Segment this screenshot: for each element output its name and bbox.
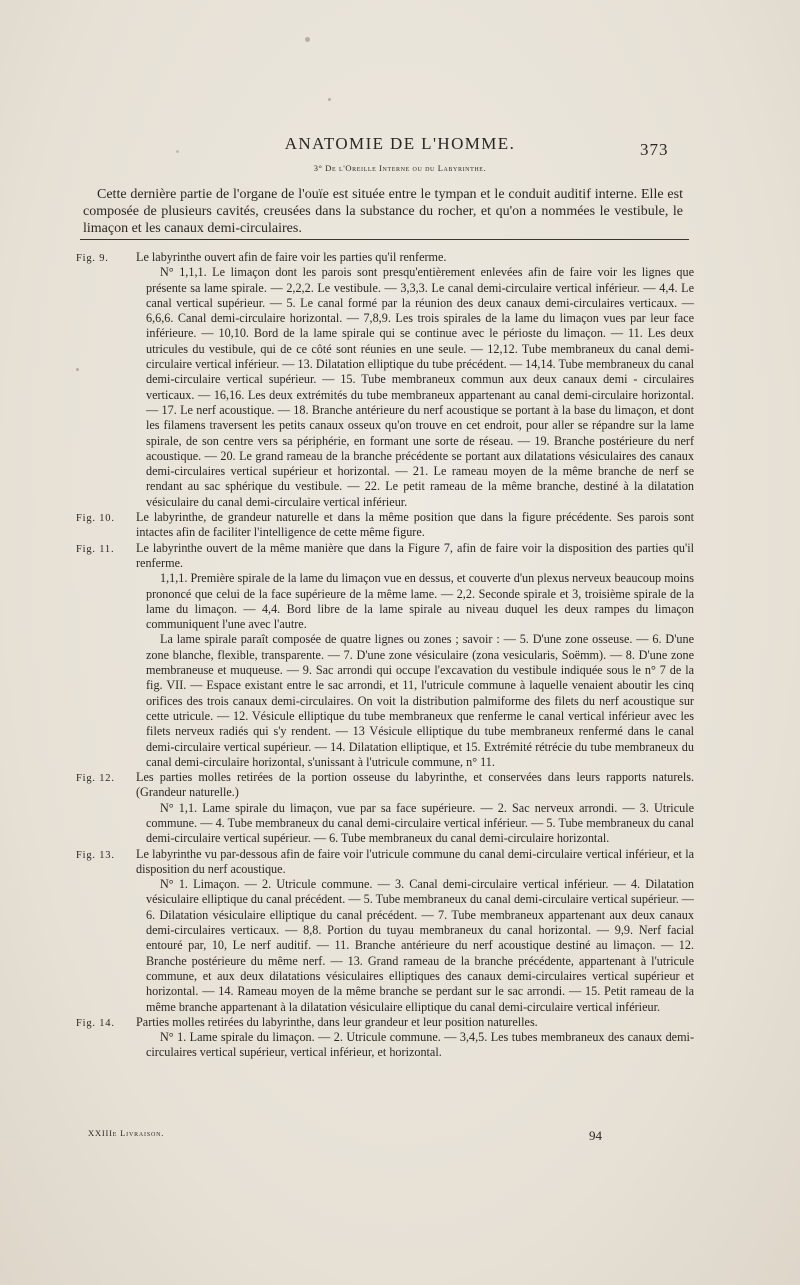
figure-caption: Le labyrinthe ouvert afin de faire voir les parties qu'il renferme. [136, 250, 447, 264]
ink-spot [305, 37, 310, 42]
figure-legend: N° 1,1. Lame spirale du limaçon, vue par sa face supérieure. — 2. Sac nerveux arrondi. — 3. Utricule commune. — 4. Tube membraneux du canal demi-circulaire vertical inférieur. — 5. Tube membraneux du canal demi-circulaire vertical supérieur. — 6. Tube membraneux du canal demi-circulaire horizontal. [146, 800, 694, 846]
sheet-signature: 94 [589, 1128, 602, 1143]
figure-caption: Le labyrinthe vu par-dessous afin de faire voir l'utricule commune du canal demi-circulaire vertical inférieur, et la disposition du nerf acoustique. [136, 846, 694, 876]
figure-legend-continued: La lame spirale paraît composée de quatre lignes ou zones ; savoir : — 5. D'une zone osseuse. — 6. D'une zone blanche, flexible, transparente. — 7. D'une zone vésiculaire (zona vesicularis, Soëmm). — 8. D'une zone membraneuse et muqueuse. — 9. Sac arrondi qui occupe l'excavation du vestibule indiquée sous le n° 7 de la fig. VII. — Espace existant entre le sac arrondi, et 11, l'utricule commune à laquelle venaient aboutir les cinq orifices des trois canaux demi-circulaires. On voit la distribution palmiforme des filets du nerf acoustique sur cette utricule. — 12. Vésicule elliptique du tube membraneux que renferme le canal vertical inférieur avec les filets nerveux radiés qui s'y rendent. — 13 Vésicule elliptique du tube membraneux renfermé dans le canal demi-circulaire vertical supérieur. — 14. Dilatation elliptique, et 15. Extrémité rétrécie du tube membraneux du canal demi-circulaire horizontal, s'unissant à l'utricule commune, n° 11. [146, 632, 694, 769]
intro-text: Cette dernière partie de l'organe de l'ouïe est située entre le tympan et le conduit auditif interne. Elle est composée de plusieurs cavités, creusées dans la substance du rocher, et qu'on a nommées le vestibule, le limaçon et les canaux demi-circulaires. [83, 187, 683, 236]
figure-legend: 1,1,1. Première spirale de la lame du limaçon vue en dessus, et couverte d'un plexus nerveux beaucoup moins prononcé que celui de la face supérieure de la même lame. — 2,2. Seconde spirale et 3, troisième spirale de la lame du limaçon. — 4,4. Bord libre de la lame spirale au niveau duquel les deux rampes du limaçon communiquent l'une avec l'autre. [146, 571, 694, 632]
figure-legend: N° 1,1,1. Le limaçon dont les parois sont presqu'entièrement enlevées afin de faire voir les lignes que présente sa lame spirale. — 2,2,2. Le vestibule. — 3,3,3. Le canal demi-circulaire vertical inférieur. — 4,4. Le canal vertical supérieur. — 5. Le canal formé par la réunion des deux canaux demi-circulaires verticaux. — 6,6,6. Canal demi-circulaire horizontal. — 7,8,9. Les trois spirales de la lame du limaçon vues par leur face inférieure. — 10,10. Bord de la lame spirale qui se continue avec le périoste du limaçon. — 11. Les deux utricules du vestibule, qui de ce côté sont réunies en une seule. — 12,12. Tube membraneux du canal demi-circulaire vertical inférieur. — 13. Dilatation elliptique du tube précédent. — 14,14. Tube membraneux du canal demi-circulaire vertical supérieur. — 15. Tube membraneux commun aux deux canaux demi - circulaires verticaux. — 16,16. Les deux extrémités du tube membraneux appartenant au canal demi-circulaire horizontal. — 17. Le nerf acoustique. — 18. Branche antérieure du nerf acoustique se portant à la base du limaçon, et dont les filamens traversent les petits canaux osseux qu'on trouve en cet endroit, pour aller se répandre sur la lame spirale, de son centre vers sa périphérie, en formant une sorte de réseau. — 19. Branche postérieure du nerf acoustique. — 20. Le grand rameau de la branche précédente se portant aux dilatations vésiculaires des canaux demi-circulaires vertical supérieur et horizontal. — 21. Le rameau moyen de la même branche de nerf se rendant au sac sphérique du vestibule. — 22. Le petit rameau de la même branche, destiné à la dilatation vésiculaire du canal demi-circulaire vertical inférieur. [146, 265, 694, 509]
figure-body [136, 1014, 694, 1061]
figure-label: Fig. 14. [76, 1017, 115, 1029]
figure-entry [76, 250, 694, 510]
figure-body [136, 510, 694, 541]
figure-body [136, 770, 694, 846]
figure-caption: Le labyrinthe, de grandeur naturelle et dans la même position que dans la figure précédente. Ses parois sont intactes afin de faciliter l'intelligence de cette même figure. [136, 510, 694, 540]
figure-label: Fig. 12. [76, 773, 115, 785]
figure-legend: N° 1. Limaçon. — 2. Utricule commune. — 3. Canal demi-circulaire vertical inférieur. — 4. Dilatation vésiculaire elliptique du canal précédent. — 5. Tube membraneux du canal demi-circulaire vertical supérieur. — 6. Dilatation vésiculaire elliptique du canal précédent. — 7. Tube membraneux appartenant aux deux canaux demi-circulaires verticaux. — 8,8. Portion du tuyau membraneux du canal horizontal. — 9,9. Nerf facial entouré par, 10, Le nerf auditif. — 11. Branche antérieure du nerf acoustique destiné au limaçon. — 12. Branche postérieure du même nerf. — 13. Grand rameau de la branche précédente, appartenant à l'utricule commune, et aux deux dilatations vésiculaires elliptiques des canaux demi-circulaires vertical supérieur et horizontal. — 14. Rameau moyen de la même branche se perdant sur le sac arrondi. — 15. Petit rameau de la même branche appartenant à la dilatation vésiculaire elliptique du canal demi-circulaire vertical inférieur. [146, 877, 694, 1014]
figure-caption: Parties molles retirées du labyrinthe, dans leur grandeur et leur position naturelles. [136, 1014, 538, 1029]
figure-entry [76, 770, 694, 846]
ink-spot [328, 98, 331, 101]
page-title: ANATOMIE DE L'HOMME. [284, 134, 516, 153]
livraison-mark: XXIIIe Livraison. [88, 1128, 165, 1138]
figure-legend: N° 1. Lame spirale du limaçon. — 2. Utricule commune. — 3,4,5. Les tubes membraneux des canaux demi-circulaires vertical supérieur, vertical inférieur, et horizontal. [146, 1030, 694, 1060]
figure-entry [76, 847, 694, 1015]
figure-body [136, 250, 694, 510]
figure-legends [76, 250, 694, 1061]
divider [80, 239, 689, 240]
figure-label: Fig. 13. [76, 849, 115, 861]
figure-entry [76, 541, 694, 770]
figure-body [136, 846, 694, 1015]
section-subtitle: 3° De l'Oreille Interne ou du Labyrinthe. [313, 163, 487, 173]
figure-label: Fig. 11. [76, 543, 115, 555]
figure-label: Fig. 9. [76, 253, 109, 264]
page-number: 373 [640, 140, 669, 159]
figure-entry [76, 510, 694, 541]
figure-caption: Les parties molles retirées de la portion osseuse du labyrinthe, et conservées dans leurs rapports naturels. (Grandeur naturelle.) [136, 770, 694, 800]
intro-paragraph [83, 186, 683, 237]
figure-caption: Le labyrinthe ouvert de la même manière que dans la Figure 7, afin de faire voir la disposition des parties qu'il renferme. [136, 540, 694, 570]
figure-label: Fig. 10. [76, 513, 115, 525]
figure-entry [76, 1015, 694, 1061]
figure-body [136, 540, 694, 770]
